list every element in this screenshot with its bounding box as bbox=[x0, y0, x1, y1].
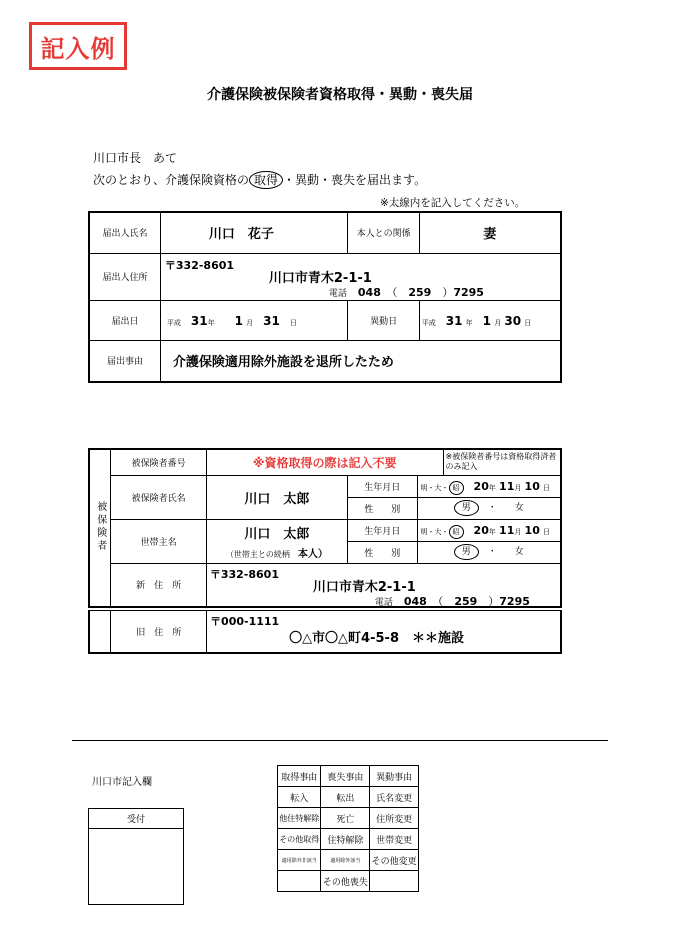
old-address-label: 旧 住 所 bbox=[111, 611, 207, 653]
received-stamp-area[interactable] bbox=[89, 829, 184, 905]
old-address-cell[interactable] bbox=[207, 611, 561, 653]
insured-number-side-note: ※被保険者番号は資格取得済者のみ記入 bbox=[443, 449, 561, 475]
head-name: 川口 太郎 bbox=[244, 526, 310, 542]
grid-cell[interactable]: その他変更 bbox=[370, 850, 419, 871]
grid-cell[interactable]: 氏名変更 bbox=[370, 787, 419, 808]
sex-label: 性 別 bbox=[347, 497, 417, 519]
insured-name[interactable]: 川口 太郎 bbox=[206, 475, 347, 519]
new-postal: 〒332-8601 bbox=[209, 567, 279, 581]
relation-label: 本人との関係 bbox=[348, 212, 419, 253]
office-section-label: 川口市記入欄 bbox=[92, 777, 152, 788]
grid-cell[interactable]: 転入 bbox=[278, 787, 321, 808]
grid-cell[interactable]: 世帯変更 bbox=[370, 829, 419, 850]
reason-label: 届出事由 bbox=[89, 340, 160, 382]
head-sex-label: 性 別 bbox=[347, 541, 417, 563]
insured-side-label: 被保険者 bbox=[94, 500, 106, 553]
notifier-address: 川口市青木2-1-1 bbox=[268, 270, 372, 286]
old-address-side bbox=[89, 611, 111, 653]
old-address: 〇△市〇△町4-5-8 ＊＊施設 bbox=[289, 631, 464, 646]
head-birth[interactable]: 明・大・ 昭 20年 11月 10 日 bbox=[417, 519, 561, 541]
new-phone: 電話 048 （ 259 ）7295 bbox=[374, 594, 530, 608]
grid-cell[interactable]: 適用除外該当 bbox=[321, 850, 370, 871]
new-address: 川口市青木2-1-1 bbox=[312, 579, 416, 595]
head-label: 世帯主名 bbox=[111, 519, 206, 563]
received-label: 受付 bbox=[89, 809, 184, 829]
old-postal: 〒000-1111 bbox=[210, 615, 280, 628]
grid-cell[interactable]: 住所変更 bbox=[370, 808, 419, 829]
male-circle: 男 bbox=[454, 500, 479, 516]
office-reason-grid bbox=[277, 765, 419, 892]
era-showa-circle: 昭 bbox=[449, 481, 464, 495]
insured-number-note: ※資格取得の際は記入不要 bbox=[206, 449, 443, 475]
insured-number-label: 被保険者番号 bbox=[111, 449, 206, 475]
notifier-postal: 〒332-8601 bbox=[164, 258, 235, 272]
reason-value[interactable]: 介護保険適用除外施設を退所したため bbox=[160, 340, 561, 382]
grid-cell: 異動事由 bbox=[370, 766, 419, 787]
head-male-circle: 男 bbox=[454, 544, 479, 560]
circled-acquisition: 取得 bbox=[249, 171, 283, 189]
divider-line bbox=[72, 740, 608, 741]
grid-cell[interactable] bbox=[370, 871, 419, 892]
date-label: 届出日 bbox=[89, 300, 160, 340]
received-box bbox=[88, 808, 184, 905]
insured-sex[interactable]: 男 ・ 女 bbox=[417, 497, 561, 519]
head-relation: （世帯主との続柄 本人） bbox=[225, 548, 328, 560]
notifier-table bbox=[88, 211, 562, 383]
notifier-name-label: 届出人氏名 bbox=[89, 212, 160, 253]
intro-after: ・異動・喪失を届出ます。 bbox=[283, 173, 427, 187]
thick-frame-note: ※太線内を記入してください。 bbox=[380, 197, 526, 209]
grid-cell[interactable]: 適用除外非該当 bbox=[278, 850, 321, 871]
grid-cell[interactable]: 死亡 bbox=[321, 808, 370, 829]
addressee: 川口市長 あて bbox=[93, 151, 178, 165]
insured-name-label: 被保険者氏名 bbox=[111, 475, 206, 519]
change-date[interactable]: 平成 31 年 1 月 30 日 bbox=[419, 300, 561, 340]
birth-label: 生年月日 bbox=[347, 475, 417, 497]
notifier-phone: 電話 048 （ 259 ）7295 bbox=[328, 285, 484, 299]
notifier-name[interactable]: 川口 花子 bbox=[160, 212, 347, 253]
document-title: 介護保険被保険者資格取得・異動・喪失届 bbox=[207, 87, 473, 103]
grid-cell[interactable]: 転出 bbox=[321, 787, 370, 808]
old-address-table bbox=[88, 610, 562, 654]
grid-cell[interactable]: 他住特解除 bbox=[278, 808, 321, 829]
intro-before: 次のとおり、介護保険資格の bbox=[93, 173, 250, 187]
head-era-showa-circle: 昭 bbox=[449, 525, 464, 539]
head-sex[interactable]: 男 ・ 女 bbox=[417, 541, 561, 563]
grid-cell: 喪失事由 bbox=[321, 766, 370, 787]
head-cell[interactable] bbox=[206, 519, 347, 563]
insured-table bbox=[88, 448, 562, 608]
relation-value[interactable]: 妻 bbox=[419, 212, 561, 253]
grid-cell[interactable]: その他喪失 bbox=[321, 871, 370, 892]
notifier-address-label: 届出人住所 bbox=[89, 253, 160, 300]
grid-cell: 取得事由 bbox=[278, 766, 321, 787]
change-date-label: 異動日 bbox=[348, 300, 419, 340]
insured-side-label-cell bbox=[89, 449, 111, 607]
new-address-label: 新 住 所 bbox=[111, 563, 206, 607]
notifier-address-cell[interactable] bbox=[160, 253, 561, 300]
grid-cell[interactable]: その他取得 bbox=[278, 829, 321, 850]
insured-birth[interactable]: 明・大・ 昭 20年 11月 10 日 bbox=[417, 475, 561, 497]
new-address-cell[interactable] bbox=[206, 563, 561, 607]
notification-date[interactable]: 平成 31年 1 月 31 日 bbox=[160, 300, 347, 340]
grid-cell[interactable]: 住特解除 bbox=[321, 829, 370, 850]
example-stamp: 記入例 bbox=[29, 22, 127, 70]
grid-cell[interactable] bbox=[278, 871, 321, 892]
intro-text bbox=[93, 171, 426, 189]
head-birth-label: 生年月日 bbox=[347, 519, 417, 541]
